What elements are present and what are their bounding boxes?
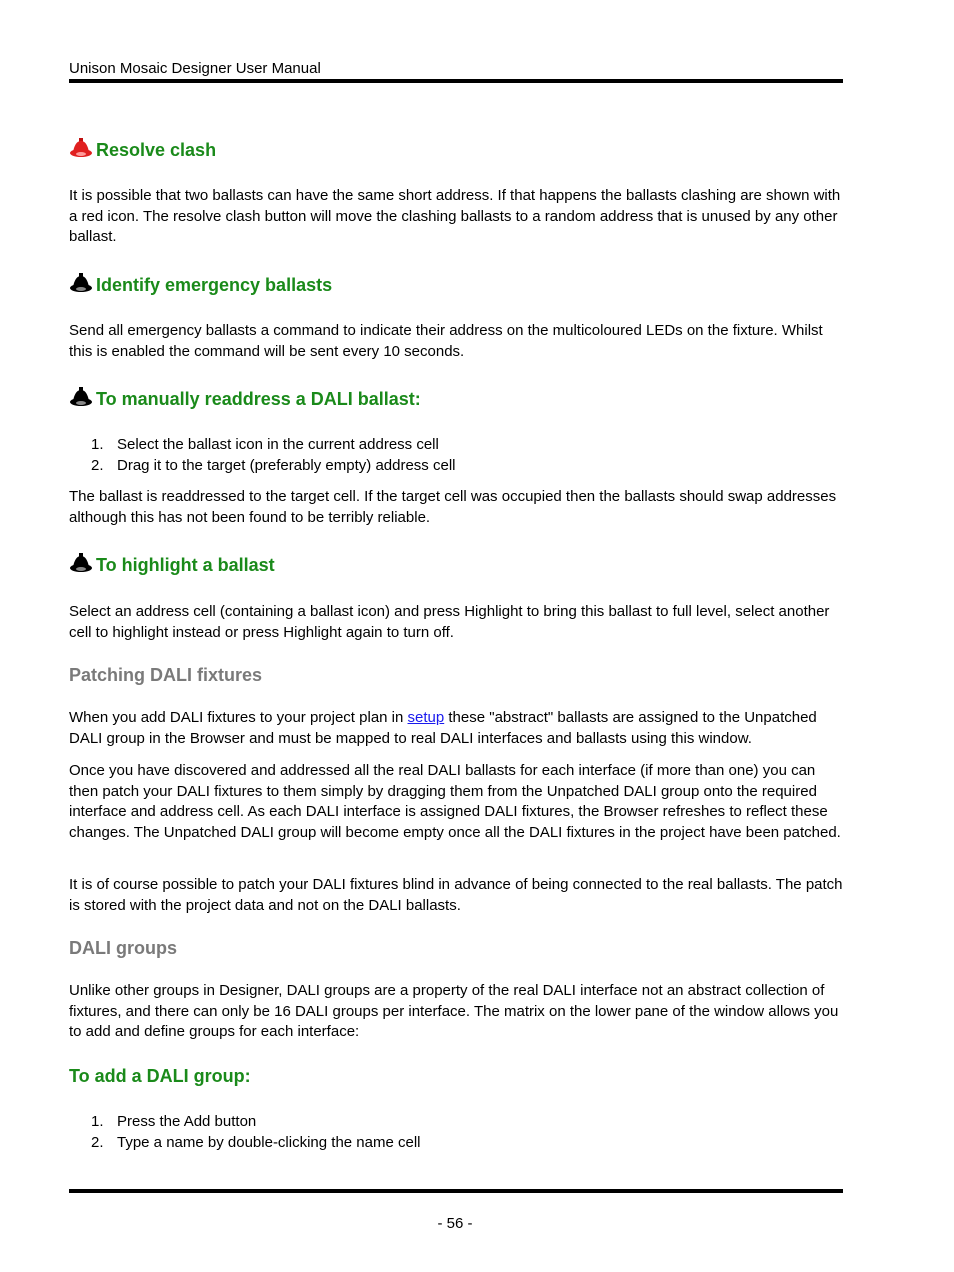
footer-rule	[69, 1189, 843, 1193]
list-item: 1. Select the ballast icon in the current address cell	[91, 436, 439, 453]
heading-highlight	[69, 552, 275, 576]
heading-add-group	[69, 1066, 251, 1087]
paragraph-highlight: Select an address cell (containing a ballast icon) and press Highlight to bring this ballast to full level, select another cell to highlight instead or press Highlight again to turn off.	[69, 603, 830, 641]
red-ballast-icon	[69, 137, 93, 161]
paragraph-patching-3: It is of course possible to patch your DALI fixtures blind in advance of being connected to the real ballasts. The patch is stored with the project data and not on the DALI ballasts.	[69, 876, 843, 914]
paragraph-patching-1: When you add DALI fixtures to your project plan in setup these "abstract" ballasts are assigned to the Unpatched DALI group in the Browser and must be mapped to real DALI interfaces and ballasts using this window.	[69, 709, 817, 747]
paragraph-identify-emergency: Send all emergency ballasts a command to indicate their address on the multicoloured LEDs on the fixture. Whilst this is enabled the command will be sent every 10 seconds.	[69, 322, 823, 360]
ballast-icon	[69, 386, 93, 410]
steps-manual-readdress	[69, 435, 455, 476]
list-item: 2. Drag it to the target (preferably empty) address cell	[91, 456, 456, 474]
header-rule	[69, 79, 843, 83]
paragraph-dali-groups: Unlike other groups in Designer, DALI groups are a property of the real DALI interface not an abstract collection of fixtures, and there can only be 16 DALI groups per interface. The matrix on the lower pane of the window allows you to add and define groups for each interface:	[69, 982, 839, 1040]
page-number: - 56 -	[437, 1215, 473, 1232]
heading-text: To highlight a ballast	[96, 555, 275, 575]
ballast-icon	[69, 552, 93, 576]
heading-identify-emergency	[69, 272, 332, 296]
steps-add-group	[69, 1112, 421, 1153]
heading-patching: Patching DALI fixtures	[69, 665, 263, 685]
heading-text: Identify emergency ballasts	[96, 275, 333, 295]
paragraph-patching-2: Once you have discovered and addressed all the real DALI ballasts for each interface (if more than one) you can then patch your DALI fixtures to them simply by dragging them from the Unpatched DALI group onto the required interface and address cell. As each DALI interface is assigned DALI fixtures, the Browser refreshes to reflect these changes. The Unpatched DALI group will become empty once all the DALI fixtures in the project have been patched.	[69, 762, 841, 841]
paragraph-resolve-clash: It is possible that two ballasts can have the same short address. If that happens the ballasts clashing are shown with a red icon. The resolve clash button will move the clashing ballasts to a random address that is unused by any other ballast.	[69, 187, 841, 245]
heading-text: Resolve clash	[96, 140, 217, 160]
setup-link[interactable]: setup	[407, 709, 445, 726]
list-item: 1. Press the Add button	[91, 1113, 257, 1130]
list-item: 2. Type a name by double-clicking the name cell	[91, 1133, 421, 1151]
heading-resolve-clash	[69, 137, 216, 161]
header-title: Unison Mosaic Designer User Manual	[69, 60, 321, 77]
heading-text: To add a DALI group:	[69, 1066, 251, 1086]
ballast-icon	[69, 272, 93, 296]
heading-manual-readdress	[69, 386, 421, 410]
paragraph-manual-readdress: The ballast is readdressed to the target cell. If the target cell was occupied then the ballasts should swap addresses although this has not been found to be terribly reliable.	[69, 488, 837, 526]
heading-dali-groups: DALI groups	[69, 938, 177, 958]
heading-text: To manually readdress a DALI ballast:	[96, 389, 421, 409]
